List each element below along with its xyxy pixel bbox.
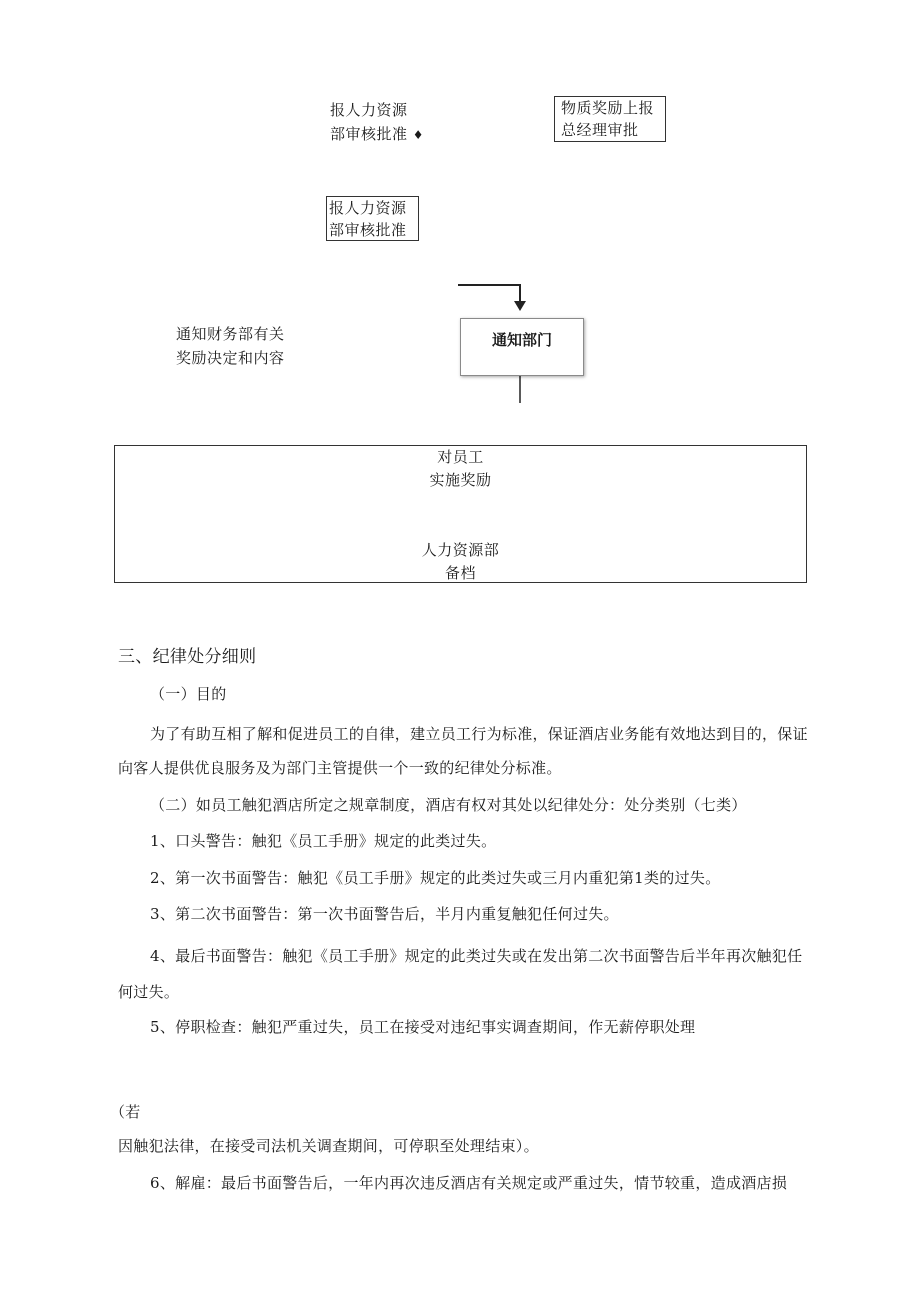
item-final-written-warning: 4、最后书面警告：触犯《员工手册》规定的此类过失或在发出第二次书面警告后半年再次触犯任何过失。 [118,947,803,1001]
hr-review-text-1 [330,98,424,147]
implement-reward-box [114,445,807,583]
diamond-icon: ♦ [412,128,425,142]
note-open: （若 [110,1103,141,1121]
item-verbal-warning: 1、口头警告：触犯《员工手册》规定的此类过失。 [150,832,497,850]
note-rest: 因触犯法律，在接受司法机关调查期间，可停职至处理结束）。 [118,1137,539,1155]
item-dismissal: 6、解雇：最后书面警告后，一年内再次违反酒店有关规定或严重过失，情节较重，造成酒店损 [150,1174,788,1192]
item-first-written-warning: 2、第一次书面警告：触犯《员工手册》规定的此类过失或三月内重犯第1类的过失。 [150,869,721,887]
implement-reward-line-1: 对员工 [437,448,484,466]
hr-review-line-1: 报人力资源 [330,101,408,119]
implement-reward-text [115,446,806,492]
hr-archive-line-2: 备档 [444,564,476,582]
material-reward-box [554,96,666,142]
hr-review-2-line-1: 报人力资源 [329,199,407,217]
sub-heading-categories: （二）如员工触犯酒店所定之规章制度，酒店有权对其处以纪律处分：处分类别（七类） [150,796,747,814]
purpose-paragraph: 为了有助互相了解和促进员工的自律，建立员工行为标准，保证酒店业务能有效地达到目的，保证向客人提供优良服务及为部门主管提供一个一致的纪律处分标准。 [118,725,808,777]
notify-finance-line-2: 奖励决定和内容 [176,349,285,367]
sub-heading-purpose: （一）目的 [150,685,227,703]
hr-archive-text [115,539,806,585]
hr-review-2-line-2: 部审核批准 [329,221,407,239]
material-reward-line-1: 物质奖励上报 [561,99,655,117]
notify-finance-line-1: 通知财务部有关 [176,325,285,343]
hr-review-line-2 [330,122,424,147]
item-suspension: 5、停职检查：触犯严重过失，员工在接受对违纪事实调查期间，作无薪停职处理 [150,1018,696,1036]
section-heading: 三、纪律处分细则 [118,647,257,667]
material-reward-line-2: 总经理审批 [561,121,639,139]
hr-review-line-2-text: 部审核批准 [330,125,408,143]
item-second-written-warning: 3、第二次书面警告：第一次书面警告后，半月内重复触犯任何过失。 [150,905,619,923]
hr-review-box-2 [326,196,419,241]
notify-department-label: 通知部门 [491,330,552,349]
notify-finance-text [176,322,285,370]
notify-department-box [460,318,584,376]
implement-reward-line-2: 实施奖励 [429,471,492,489]
hr-archive-line-1: 人力资源部 [421,541,500,559]
